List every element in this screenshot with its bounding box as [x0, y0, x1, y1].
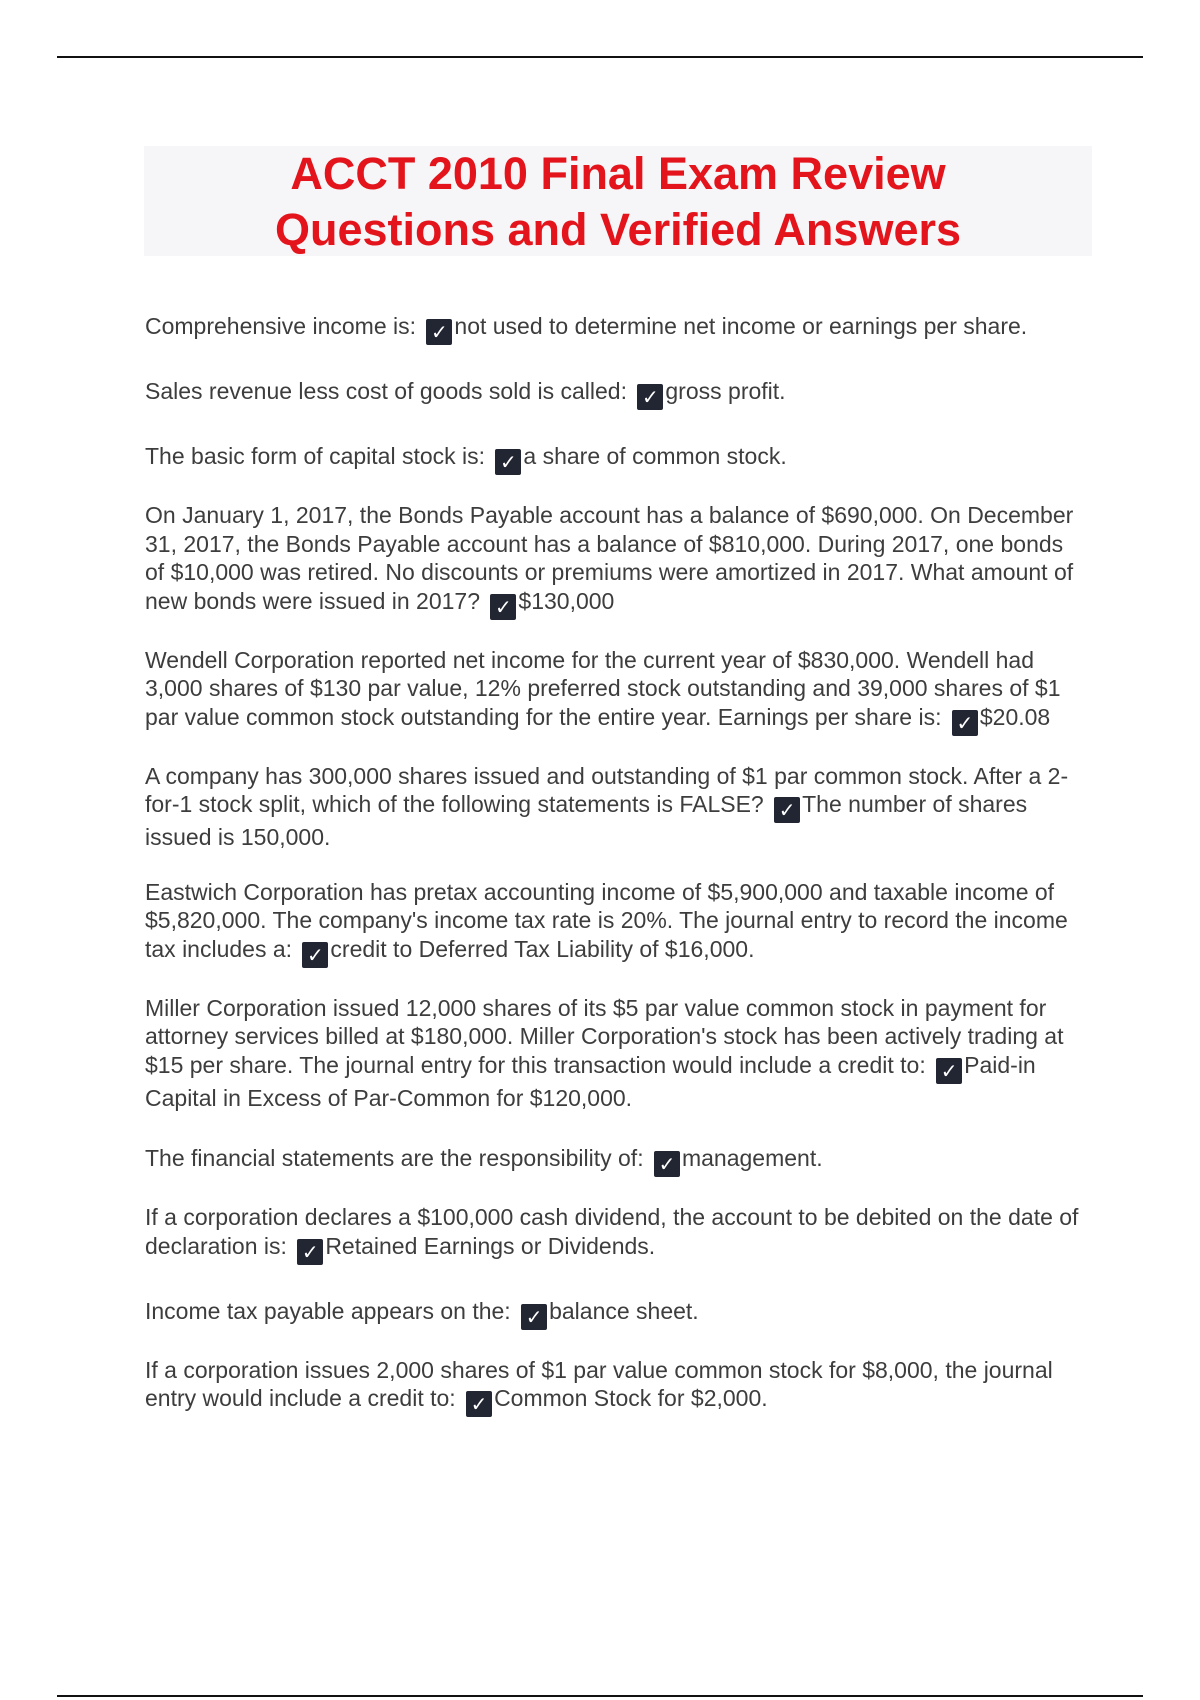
checkmark-icon: ✓ [521, 1304, 547, 1330]
qa-item [145, 442, 1085, 475]
checkmark-icon: ✓ [426, 319, 452, 345]
qa-item [145, 646, 1085, 736]
answer-text: Common Stock for $2,000. [494, 1385, 768, 1411]
question-text: The basic form of capital stock is: [145, 443, 492, 469]
qa-item [145, 1356, 1085, 1418]
qa-item [145, 501, 1085, 620]
qa-item [145, 377, 1085, 410]
question-text: On January 1, 2017, the Bonds Payable account has a balance of $690,000. On December 31, 2017, the Bonds Payable account has a balance of $810,000. During 2017, one bonds of $10,000 was retired. No discounts or premiums were amortized in 2017. What amount of new bonds were issued in 2017? [145, 502, 1074, 614]
answer-text: The number of shares issued is 150,000. [145, 791, 1028, 850]
qa-item [145, 762, 1085, 852]
question-text: A company has 300,000 shares issued and outstanding of $1 par common stock. After a 2-for-1 stock split, which of the following statements is FALSE? [145, 762, 1069, 817]
answer-text: credit to Deferred Tax Liability of $16,000. [330, 935, 755, 962]
answer-text: a share of common stock. [523, 443, 787, 469]
question-text: If a corporation declares a $100,000 cash dividend, the account to be debited on the date of declaration is: [145, 1204, 1079, 1259]
checkmark-icon: ✓ [466, 1391, 492, 1417]
answer-text: balance sheet. [549, 1297, 699, 1324]
answer-text: gross profit. [665, 378, 786, 404]
answer-text: Paid-in Capital in Excess of Par-Common for $120,000. [145, 1051, 1036, 1111]
question-text: Comprehensive income is: [145, 313, 423, 339]
question-text: Wendell Corporation reported net income for the current year of $830,000. Wendell had 3,000 shares of $130 par value, 12% preferred stock outstanding and 39,000 shares of $1 par value common stock outstanding for the entire year. Earnings per share is: [145, 646, 1061, 730]
question-text: Income tax payable appears on the: [145, 1297, 518, 1324]
checkmark-icon: ✓ [774, 797, 800, 823]
qa-item [145, 1144, 1085, 1177]
question-text: The financial statements are the responsibility of: [145, 1145, 650, 1171]
checkmark-icon: ✓ [637, 384, 663, 410]
checkmark-icon: ✓ [952, 710, 978, 736]
title-line-2: Questions and Verified Answers [274, 204, 962, 255]
qa-item [145, 312, 1085, 345]
title-banner [144, 146, 1092, 256]
checkmark-icon: ✓ [495, 449, 521, 475]
checkmark-icon: ✓ [297, 1239, 323, 1265]
checkmark-icon: ✓ [490, 594, 516, 620]
answer-text: not used to determine net income or earnings per share. [454, 313, 1028, 339]
answer-text: Retained Earnings or Dividends. [325, 1232, 656, 1259]
checkmark-icon: ✓ [654, 1151, 680, 1177]
qa-item [145, 1203, 1085, 1265]
checkmark-icon: ✓ [302, 942, 328, 968]
answer-text: $130,000 [518, 587, 615, 614]
answer-text: management. [681, 1145, 823, 1171]
qa-item [145, 994, 1085, 1113]
question-text: Eastwich Corporation has pretax accounting income of $5,900,000 and taxable income of $5,820,000. The company's income tax rate is 20%. The journal entry to record the income tax includes a: [145, 878, 1068, 962]
answer-text: $20.08 [979, 703, 1051, 730]
top-rule [57, 56, 1143, 58]
qa-list [145, 312, 1085, 1449]
title-line-1: ACCT 2010 Final Exam Review [290, 148, 946, 199]
question-text: Sales revenue less cost of goods sold is called: [145, 378, 634, 404]
qa-item [145, 878, 1085, 968]
checkmark-icon: ✓ [936, 1058, 962, 1084]
bottom-rule [57, 1695, 1143, 1697]
question-text: Miller Corporation issued 12,000 shares of its $5 par value common stock in payment for attorney services billed at $180,000. Miller Corporation's stock has been actively trading at $15 per share. The journal entry for this transaction would include a credit to: [145, 994, 1064, 1078]
question-text: If a corporation issues 2,000 shares of $1 par value common stock for $8,000, the journal entry would include a credit to: [145, 1356, 1053, 1411]
qa-item [145, 1297, 1085, 1330]
